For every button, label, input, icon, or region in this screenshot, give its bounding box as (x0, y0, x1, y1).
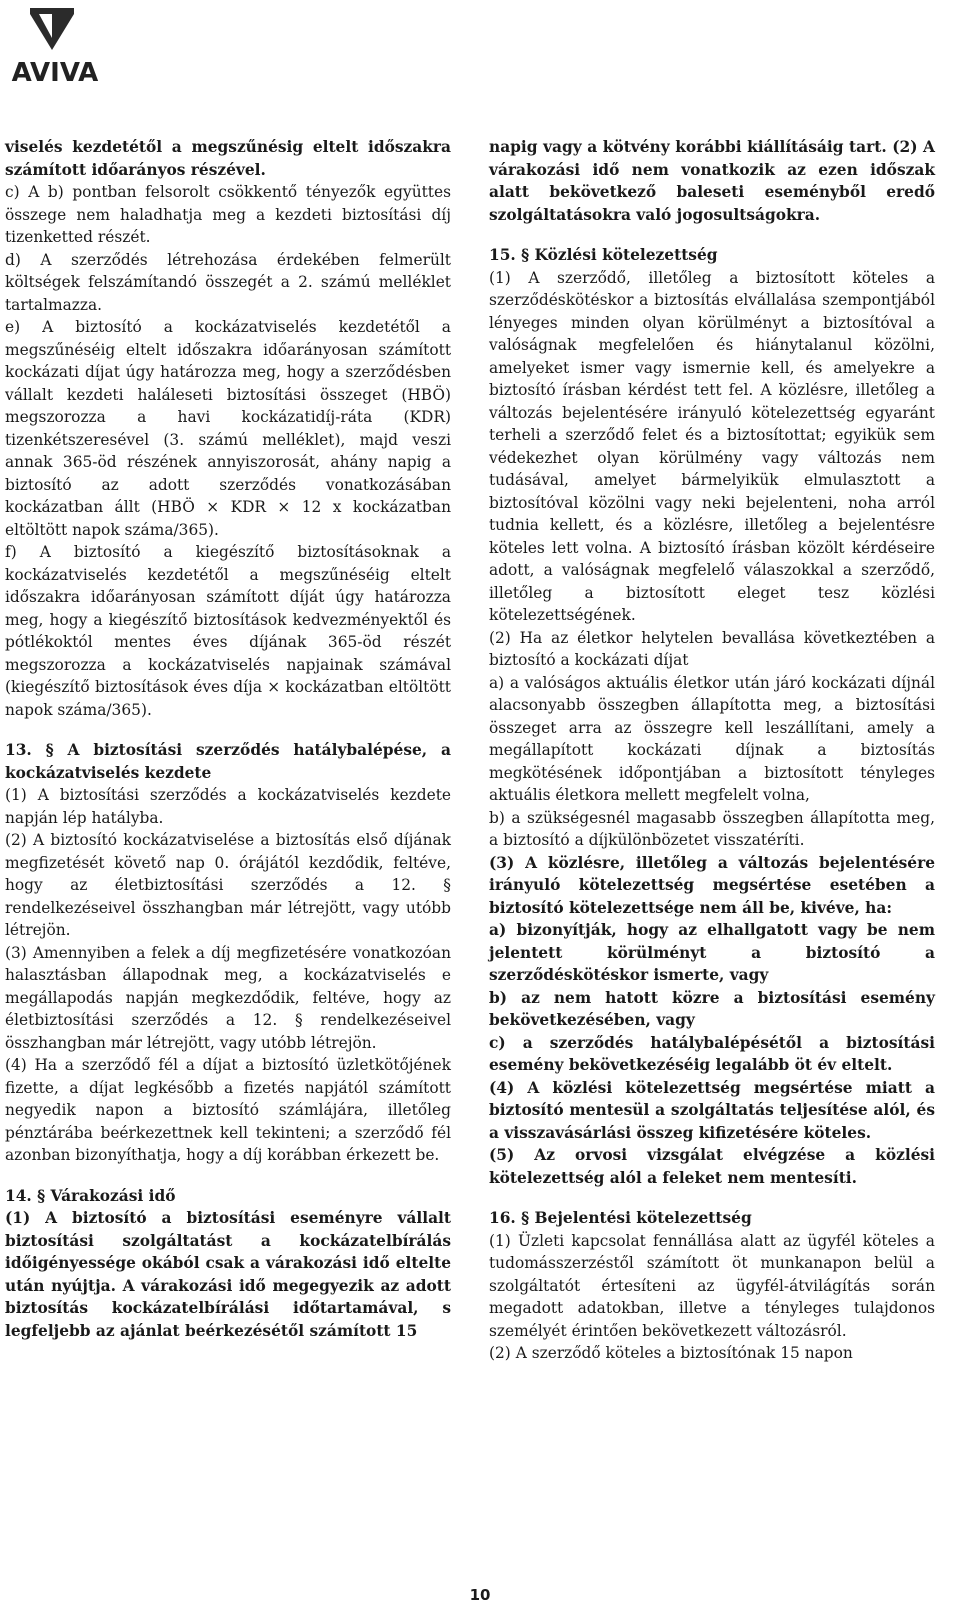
paragraph: (5) Az orvosi vizsgálat elvégzése a közlési kötelezettség alól a feleket nem mentesíti. (489, 1146, 935, 1187)
paragraph: b) az nem hatott közre a biztosítási esemény bekövetkezésében, vagy (489, 988, 935, 1029)
paragraph: (2) A szerződő köteles a biztosítónak 15 napon (489, 1344, 853, 1362)
paragraph: (3) A közlésre, illetőleg a változás bejelentésére irányuló kötelezettség megsértése esetében a biztosító kötelezettsége nem áll be, kivéve, ha: (489, 853, 935, 917)
paragraph: b) a szükségesnél magasabb összegben állapította meg, a biztosító a díjkülönbözetet visszatéríti. (489, 808, 935, 849)
paragraph: (1) A biztosító a biztosítási eseményre vállalt biztosítási szolgáltatást a kockázatelbírálás időigényessége okából csak a várakozási idő eltelte után nyújtja. A várakozási idő megegyezik az adott biztosítás kockázatelbírálási időtartamával, s legfeljebb az ajánlat beérkezésétől számított 15 (5, 1209, 451, 1340)
paragraph: (1) A biztosítási szerződés a kockázatviselés kezdete napján lép hatályba. (5, 786, 451, 827)
paragraph: (4) Ha a szerződő fél a díjat a biztosító üzletkötőjének fizette, a díjat legkésőbb a fizetés napjától számított negyedik napon a biztosító számlájára, illetőleg pénztárába beérkezettnek kell tekinteni; a szerződő fél azonban bizonyíthatja, hogy a díj korábban érkezett be. (5, 1056, 451, 1164)
paragraph: 13. § A biztosítási szerződés hatálybalépése, a kockázatviselés kezdete (5, 741, 451, 782)
paragraph: a) bizonyítják, hogy az elhallgatott vagy be nem jelentett körülményt a biztosító a szerződéskötéskor ismerte, vagy (489, 921, 935, 984)
paragraph: 14. § Várakozási idő (5, 1186, 176, 1205)
paragraph-gap (5, 1167, 451, 1185)
paragraph: (1) A szerződő, illetőleg a biztosított köteles a szerződéskötéskor a biztosítás elvállalása szempontjából lényeges minden olyan körülményt a biztosítóval a valóságnak megfelelően és hiánytalanul közölni, amelyeket ismer vagy ismernie kell, és amelyekre a biztosító írásban kérdést tett fel. A közlésre, illetőleg a változás bejelentésére irányuló kötelezettség egyaránt terheli a szerződő felet és a biztosítottat; egyikük sem védekezhet olyan körülmény vagy változás nem tudásával, amelyet bármelyikük elmulasztott a biztosítóval közölni vagy neki bejelenteni, noha arról tudnia kellett, és a közlésre, illetőleg a bejelentésre köteles lett volna. A biztosító írásban közölt kérdéseire adott, a valóságnak megfelelő válaszokkal a szerződő, illetőleg a biztosított eleget tesz közlési kötelezettségének. (489, 268, 935, 624)
paragraph: f) A biztosító a kiegészítő biztosításoknak a kockázatviselés kezdetétől a megszűnéséig eltelt időszakra időarányosan számított díját úgy határozza meg, hogy a kiegészítő biztosítások kedvezményektől és pótlékoktól mentes éves díjának 365-öd részét megszorozza a kockázatviselés napjainak számával (kiegészítő biztosítások éves díja × kockázatban eltöltött napok száma/365). (5, 543, 451, 719)
paragraph: napig vagy a kötvény korábbi kiállításáig tart. (2) A várakozási idő nem vonatkozik az ezen időszak alatt bekövetkező baleseti eseményből eredő szolgáltatásokra való jogosultságokra. (489, 138, 935, 224)
paragraph: a) a valóságos aktuális életkor után járó kockázati díjnál alacsonyabb összegben állapította meg, a biztosítási összeget arra az összegre kell leszállítani, amely a megállapított kockázati díjnak a biztosítás megkötésének időpontjában a biztosított tényleges aktuális életkora mellett megfelelt volna, (489, 673, 935, 804)
paragraph: (4) A közlési kötelezettség megsértése miatt a biztosító mentesül a szolgáltatás teljesítése alól, és a visszavásárlási összeg kifizetésére köteles. (489, 1078, 935, 1142)
paragraph-gap (489, 226, 935, 244)
paragraph: c) A b) pontban felsorolt csökkentő tényezők együttes összege nem haladhatja meg a kezdeti biztosítási díj tizenketted részét. (5, 183, 451, 246)
page-number: 10 (469, 1586, 491, 1604)
paragraph: (1) Üzleti kapcsolat fennállása alatt az ügyfél köteles a tudomásszerzéstől számított öt munkanapon belül a szolgáltatót értesíteni az ügyfél-átvilágítás során megadott adatokban, illetve a tényleges tulajdonos személyét érintően bekövetkezett változásról. (489, 1231, 935, 1340)
right-column (489, 136, 935, 1365)
left-column (5, 136, 451, 1342)
aviva-logo (0, 4, 110, 86)
paragraph-gap (489, 1189, 935, 1207)
paragraph-gap (5, 721, 451, 739)
paragraph: e) A biztosító a kockázatviselés kezdetétől a megszűnéséig eltelt időszakra időarányosan számított kockázati díjat úgy határozza meg, hogy a szerződésben vállalt kezdeti haláleseti biztosítási összeget (HBÖ) megszorozza a havi kockázatidíj-ráta (KDR) tizenkétszeresével (3. számú melléklet), majd veszi annak 365-öd részének annyiszorosát, ahány napig a biztosító az adott szerződés vonatkozásában kockázatban állt (HBÖ × KDR × 12 x kockázatban eltöltött napok száma/365). (5, 318, 451, 539)
paragraph: d) A szerződés létrehozása érdekében felmerült költségek felszámítandó összegét a 2. számú melléklet tartalmazza. (5, 250, 451, 314)
paragraph: 16. § Bejelentési kötelezettség (489, 1209, 752, 1227)
aviva-logo-icon (0, 4, 110, 58)
paragraph: c) a szerződés hatálybalépésétől a biztosítási esemény bekövetkezéséig legalább öt év eltelt. (489, 1033, 935, 1074)
paragraph: (2) Ha az életkor helytelen bevallása következtében a biztosító a kockázati díjat (489, 628, 935, 669)
paragraph: viselés kezdetétől a megszűnésig eltelt időszakra számított időarányos részével. (5, 138, 451, 179)
logo-wordmark: AVIVA (11, 58, 99, 88)
paragraph: 15. § Közlési kötelezettség (489, 246, 718, 264)
paragraph: (3) Amennyiben a felek a díj megfizetésére vonatkozóan halasztásban állapodnak meg, a kockázatviselés e megállapodás napján megkezdődik, feltéve, hogy az életbiztosítási szerződés a 12. § rendelkezéseivel összhangban már létrejött, vagy utóbb létrejön. (5, 943, 451, 1052)
paragraph: (2) A biztosító kockázatviselése a biztosítás első díjának megfizetését követő nap 0. órájától kezdődik, feltéve, hogy az életbiztosítási szerződés a 12. § rendelkezéseivel összhangban már létrejött, vagy utóbb létrejön. (5, 831, 451, 939)
